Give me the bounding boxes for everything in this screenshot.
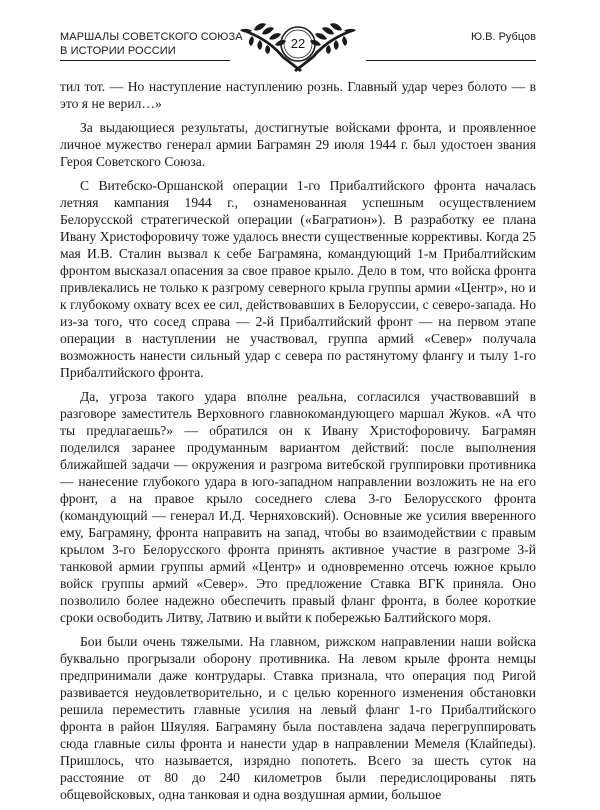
series-title-line-1: МАРШАЛЫ СОВЕТСКОГО СОЮЗА [60, 31, 243, 43]
paragraph: Да, угроза такого удара вполне реальна, согласился участвовавший в разговоре заместитель Верховного главнокомандующего маршал Жуков. «А что ты предлагаешь?» — обратился он к Ивану Христофоровичу. Баграмян поделился заранее продуманным вариантом действий: после выполнения ближайшей задачи — окружения и разгрома витебской группировки противника — нанесение глубокого удара в юго-западном направлении возложить не на его фронт, а на правое крыло соседнего слева 3-го Белорусского фронта (командующий — генерал И.Д. Черняховский). Основные же усилия вверенного ему, Баграмяну, фронта направить на запад, чтобы во взаимодействии с правым крылом 3-го Белорусского фронта принять активное участие в разгроме 3-й танковой армии группы армий «Центр» и одновременно отсечь южное крыло войск группы армий «Север». Это предложение Ставка ВГК приняла. Оно позволило более надежно обеспечить правый фланг фронта, в более короткие сроки освободить Литву, Латвию и выйти к побережью Балтийского моря. [60, 389, 536, 625]
paragraph: тил тот. — Но наступление наступлению рознь. Главный удар через болото — в это я не верил…» [60, 79, 536, 111]
page-number-emblem [240, 18, 356, 74]
page-number: 22 [290, 36, 306, 51]
paragraph: Бои были очень тяжелыми. На главном, рижском направлении наши войска буквально прогрызали оборону противника. На левом крыле фронта немцы предпринимали даже контрудары. Ставка признала, что операция под Ригой развивается неудовлетворительно, и с целью коренного изменения обстановки решила переместить главные усилия на левый фланг 1-го Прибалтийского фронта в район Шяуляя. Баграмяну была поставлена задача перегруппировать сюда главные силы фронта и нанести удар в направлении Мемеля (Клайпеды). Пришлось, что называется, изрядно попотеть. Всего за шесть суток на расстояние от 80 до 240 километров были передислоцированы пять общевойсковых, одна танковая и одна воздушная армии, большое [60, 634, 536, 802]
header-rule-left [60, 60, 230, 61]
body-text [60, 78, 536, 810]
paragraph: С Витебско-Оршанской операции 1-го Прибалтийского фронта началась летняя кампания 1944 г., ознаменованная успешным осуществлением Белорусской стратегической операции («Багратион»). В разработку ее плана Ивану Христофоровичу тоже удалось внести существенные коррективы. Когда 25 мая И.В. Сталин вызвал к себе Баграмяна, командующий 1-м Прибалтийским фронтом высказал опасения за свое правое крыло. Дело в том, что войска фронта привлекались не только к разгрому северного крыла группы армии «Центр», но и к глубокому охвату всех ее сил, действовавших в Белоруссии, с северо-запада. Но из-за того, что сосед справа — 2-й Прибалтийский фронт — на первом этапе операции в наступлении не участвовал, группа армий «Север» получала возможность нанести сильный удар с севера по растянутому флангу и тылу 1-го Прибалтийского фронта. [60, 178, 536, 380]
header-rule-right [366, 60, 536, 61]
author-name: Ю.В. Рубцов [470, 31, 536, 43]
series-title [60, 30, 243, 58]
running-header [60, 18, 536, 74]
series-title-line-2: В ИСТОРИИ РОССИИ [60, 45, 176, 57]
paragraph: За выдающиеся результаты, достигнутые войсками фронта, и проявленное личное мужество генерал армии Баграмян 29 июля 1944 г. был удостоен звания Героя Советского Союза. [60, 120, 536, 169]
